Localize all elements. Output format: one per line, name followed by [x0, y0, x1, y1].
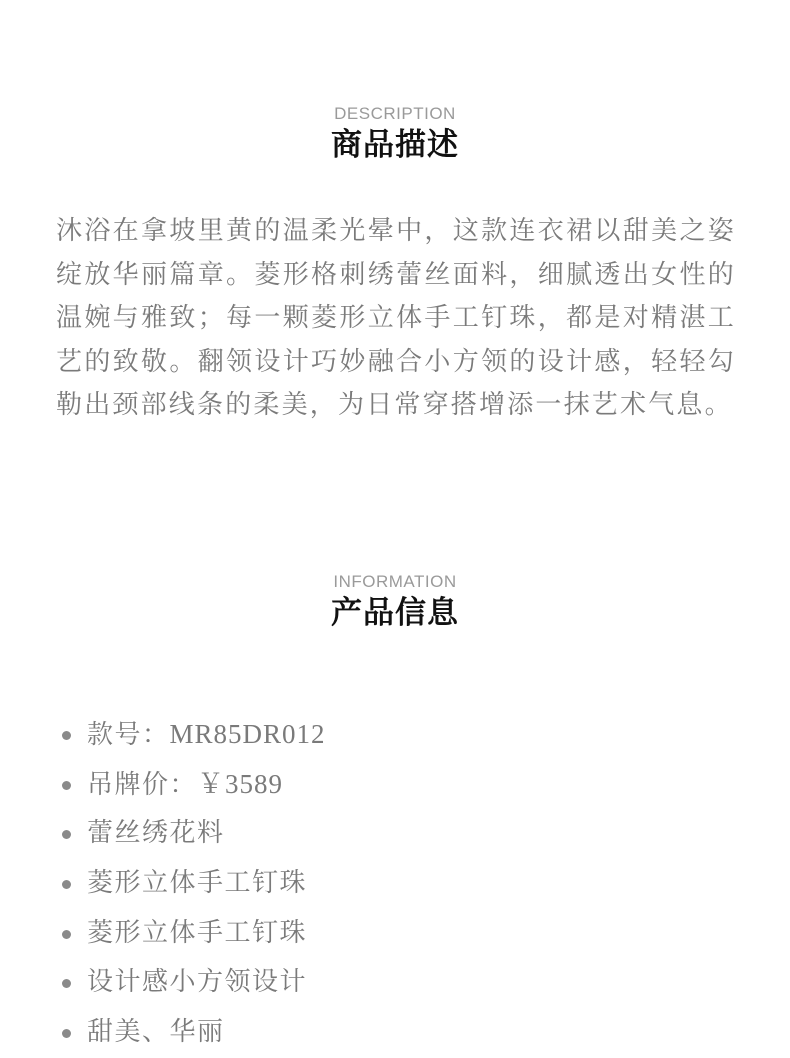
- info-item-label: 蕾丝绣花料: [87, 818, 225, 849]
- information-heading-en: INFORMATION: [333, 572, 457, 591]
- bullet-dot-icon: [62, 979, 71, 988]
- information-heading-zh: 产品信息: [331, 595, 459, 631]
- bullet-dot-icon: [62, 781, 71, 790]
- info-item-style-number: [62, 710, 326, 760]
- info-item-value: MR85DR012: [169, 719, 326, 749]
- info-item-beading: [62, 859, 326, 909]
- info-item-value: ￥3589: [197, 768, 284, 799]
- info-item-label: 设计感小方领设计: [87, 967, 308, 998]
- description-heading-en: DESCRIPTION: [334, 104, 456, 123]
- bullet-dot-icon: [62, 830, 71, 839]
- info-item-label: 吊牌价：: [87, 769, 198, 800]
- description-heading: [0, 104, 790, 164]
- bullet-dot-icon: [62, 1029, 71, 1038]
- information-list: [62, 710, 326, 1058]
- info-item-collar: [62, 958, 326, 1008]
- info-item-label: 款号：: [87, 720, 170, 750]
- info-item-label: 菱形立体手工钉珠: [87, 917, 308, 948]
- bullet-dot-icon: [62, 731, 71, 740]
- description-body: 沐浴在拿坡里黄的温柔光晕中，这款连衣裙以甜美之姿绽放华丽篇章。菱形格刺绣蕾丝面料，细腻透出女性的温婉与雅致；每一颗菱形立体手工钉珠，都是对精湛工艺的致敬。翻领设计巧妙融合小方领的设计感，轻轻勾勒出颈部线条的柔美，为日常穿搭增添一抹艺术气息。: [56, 216, 736, 420]
- description-heading-zh: 商品描述: [331, 127, 459, 163]
- info-item-beading-repeat: [62, 909, 326, 959]
- info-item-fabric: [62, 809, 326, 859]
- information-heading: [0, 572, 790, 632]
- bullet-dot-icon: [62, 930, 71, 939]
- info-item-tag-price: [62, 760, 326, 810]
- info-item-style: [62, 1008, 326, 1058]
- bullet-dot-icon: [62, 880, 71, 889]
- info-item-label: 菱形立体手工钉珠: [87, 868, 308, 899]
- info-item-label: 甜美、华丽: [87, 1017, 225, 1048]
